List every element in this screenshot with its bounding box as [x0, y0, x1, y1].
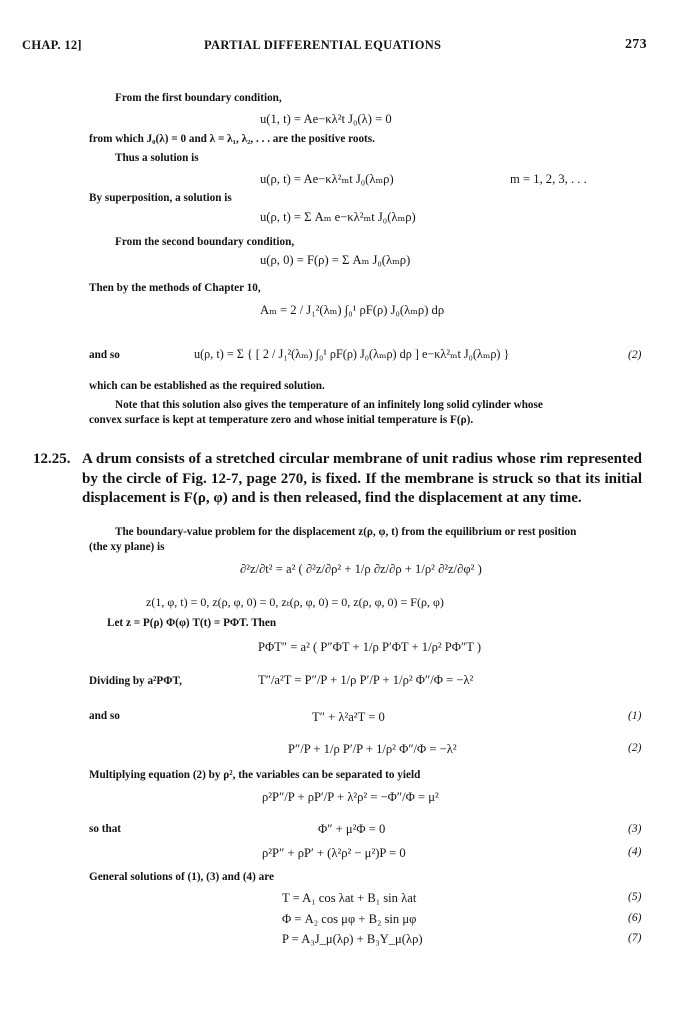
equation-number: (5): [628, 891, 642, 903]
paragraph: and so: [89, 349, 120, 361]
paragraph: (the xy plane) is: [89, 541, 165, 553]
chapter-label: CHAP. 12]: [22, 38, 82, 52]
paragraph: from which J₀(λ) = 0 and λ = λ₁, λ₂, . . . are the positive roots.: [89, 133, 375, 145]
paragraph: From the first boundary condition,: [115, 92, 282, 104]
paragraph: Then by the methods of Chapter 10,: [89, 282, 261, 294]
equation: T″/a²T = P″/P + 1/ρ P′/P + 1/ρ² Φ″/Φ = −λ²: [258, 673, 474, 687]
equation: u(ρ, t) = Σ Aₘ e−κλ²ₘt J₀(λₘρ): [260, 210, 416, 224]
equation: P = A₃J_μ(λρ) + B₃Y_μ(λρ): [282, 932, 423, 946]
equation: T = A₁ cos λat + B₁ sin λat: [282, 891, 417, 905]
equation: ρ²P″/P + ρP′/P + λ²ρ² = −Φ″/Φ = μ²: [262, 790, 439, 804]
paragraph: Thus a solution is: [115, 152, 199, 164]
paragraph: From the second boundary condition,: [115, 236, 295, 248]
paragraph: Let z = P(ρ) Φ(φ) T(t) = PΦT. Then: [107, 617, 277, 629]
equation: ∂²z/∂t² = a² ( ∂²z/∂ρ² + 1/ρ ∂z/∂ρ + 1/ρ² ∂²z/∂φ² ): [240, 562, 482, 576]
equation-number: (7): [628, 932, 642, 944]
problem-statement: A drum consists of a stretched circular membrane of unit radius whose rim represented by the circle of Fig. 12-7, page 270, is fixed. If the membrane is struck so that its initial displacement is F(ρ, φ) and is then released, find the displacement at any time.: [82, 451, 642, 506]
equation: u(ρ, t) = Ae−κλ²ₘt J₀(λₘρ): [260, 172, 394, 186]
paragraph: convex surface is kept at temperature zero and whose initial temperature is F(ρ).: [89, 414, 474, 426]
equation: z(1, φ, t) = 0, z(ρ, φ, 0) = 0, zₜ(ρ, φ, 0) = 0, z(ρ, φ, 0) = F(ρ, φ): [146, 595, 444, 609]
equation: Φ = A₂ cos μφ + B₂ sin μφ: [282, 912, 417, 926]
paragraph: General solutions of (1), (3) and (4) are: [89, 871, 274, 883]
equation-condition: m = 1, 2, 3, . . .: [510, 172, 587, 186]
equation: PΦT″ = a² ( P″ΦT + 1/ρ P′ΦT + 1/ρ² PΦ″T ): [258, 640, 482, 654]
equation-number: (1): [628, 710, 642, 722]
equation-number: (4): [628, 846, 642, 858]
paragraph: Multiplying equation (2) by ρ², the variables can be separated to yield: [89, 769, 421, 781]
paragraph: Note that this solution also gives the temperature of an infinitely long solid cylinder whose: [115, 399, 543, 411]
paragraph: which can be established as the required solution.: [89, 380, 325, 392]
paragraph: The boundary-value problem for the displacement z(ρ, φ, t) from the equilibrium or rest position: [115, 526, 577, 538]
paragraph: By superposition, a solution is: [89, 192, 232, 204]
equation: P″/P + 1/ρ P′/P + 1/ρ² Φ″/Φ = −λ²: [288, 742, 457, 756]
equation: ρ²P″ + ρP′ + (λ²ρ² − μ²)P = 0: [262, 846, 406, 860]
problem-number: 12.25.: [33, 451, 71, 467]
page-number: 273: [625, 37, 647, 52]
equation: u(ρ, 0) = F(ρ) = Σ Aₘ J₀(λₘρ): [260, 253, 411, 267]
equation: u(1, t) = Ae−κλ²t J₀(λ) = 0: [260, 112, 392, 126]
running-title: PARTIAL DIFFERENTIAL EQUATIONS: [204, 38, 442, 52]
paragraph: so that: [89, 823, 122, 835]
equation-number: (6): [628, 912, 642, 924]
equation-number: (2): [628, 742, 642, 754]
equation: Φ″ + μ²Φ = 0: [318, 822, 386, 836]
equation: u(ρ, t) = Σ { [ 2 / J₁²(λₘ) ∫₀¹ ρF(ρ) J₀(λₘρ) dρ ] e−κλ²ₘt J₀(λₘρ) }: [194, 347, 510, 361]
paragraph: Dividing by a²PΦT,: [89, 675, 182, 687]
equation: T″ + λ²a²T = 0: [312, 710, 385, 724]
equation-number: (3): [628, 823, 642, 835]
paragraph: and so: [89, 710, 120, 722]
equation: Aₘ = 2 / J₁²(λₘ) ∫₀¹ ρF(ρ) J₀(λₘρ) dρ: [260, 303, 445, 317]
equation-number: (2): [628, 349, 642, 361]
